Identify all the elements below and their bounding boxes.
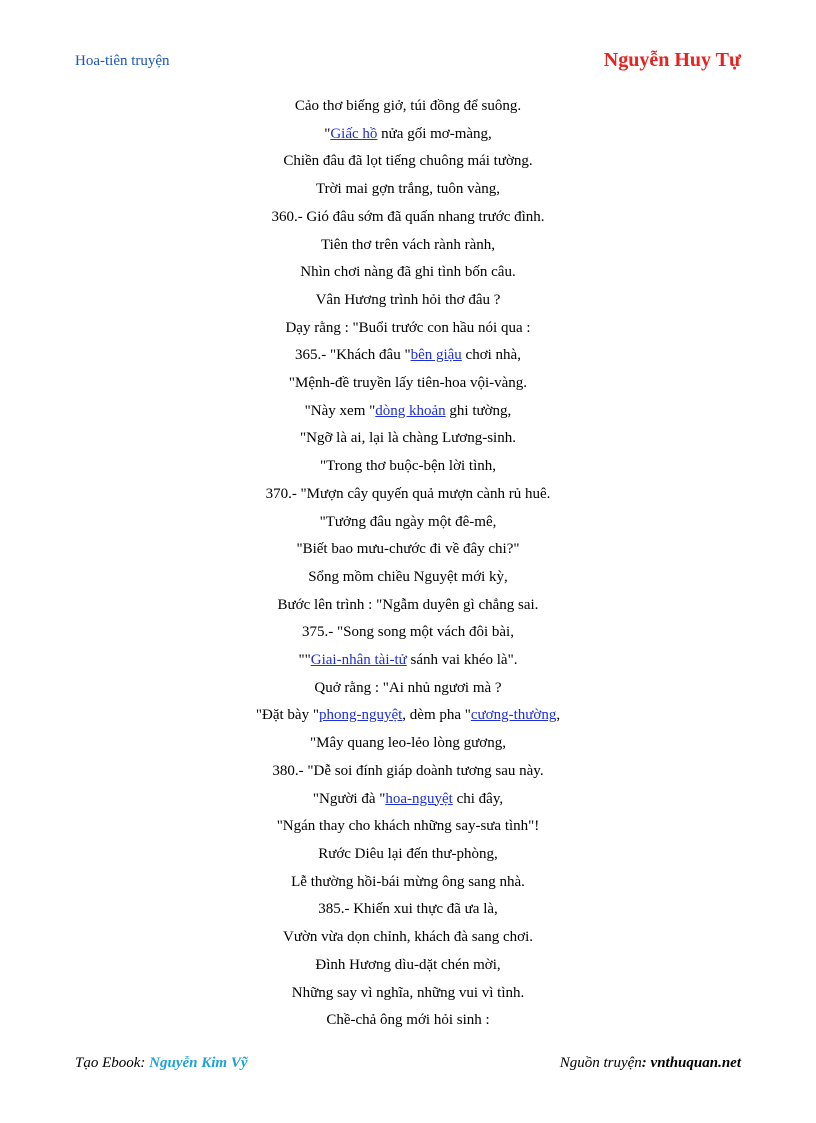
poem-text: 380.- "Dễ soi đính giáp doành tương sau này. [272, 762, 544, 779]
poem-body [0, 93, 816, 1035]
poem-line [0, 425, 816, 453]
poem-line [0, 148, 816, 176]
poem-line [0, 813, 816, 841]
poem-text: 365.- "Khách đâu " [295, 347, 411, 364]
poem-text: Cảo thơ biếng giở, túi đồng để suông. [294, 98, 522, 114]
annotation-link[interactable]: cương-thường [470, 707, 557, 724]
poem-line [0, 259, 816, 287]
poem-text: "Tưởng đâu ngày một đê-mê, [319, 513, 497, 530]
poem-line [0, 647, 816, 675]
poem-line [0, 481, 816, 509]
annotation-link[interactable]: hoa-nguyệt [385, 790, 453, 807]
poem-line [0, 509, 816, 537]
poem-text: "Mệnh-đề truyền lấy tiên-hoa vội-vàng. [288, 375, 528, 392]
source-credit-sep: : [641, 1055, 651, 1071]
poem-line [0, 315, 816, 343]
poem-line [0, 398, 816, 426]
poem-text: "Biết bao mưu-chước đi về đây chi?" [296, 541, 520, 558]
poem-line [0, 619, 816, 647]
poem-line [0, 758, 816, 786]
poem-text: "Này xem " [304, 402, 376, 419]
source-credit-site: vnthuquan.net [650, 1055, 741, 1071]
poem-text: "Người đà " [312, 790, 386, 807]
poem-text: chi đây, [452, 790, 504, 807]
poem-text: Nhìn chơi nàng đã ghi tình bốn câu. [300, 264, 516, 281]
poem-line [0, 952, 816, 980]
poem-text: Vân Hương trình hỏi thơ đâu ? [315, 291, 501, 308]
poem-text: Dạy rằng : "Buổi trước con hầu nói qua : [285, 319, 531, 336]
poem-line [0, 121, 816, 149]
poem-line [0, 786, 816, 814]
poem-text: Bước lên trình : "Ngẫm duyên gì chẳng sai. [277, 596, 539, 613]
poem-text: Chề-chả ông mới hỏi sinh : [326, 1012, 490, 1029]
poem-text: Quở rằng : "Ai nhủ ngươi mà ? [314, 679, 502, 696]
poem-text: Lễ thường hồi-bái mừng ông sang nhà. [291, 873, 525, 890]
poem-text: Vườn vừa dọn chỉnh, khách đà sang chơi. [283, 929, 533, 946]
poem-text: Chiền đâu đã lọt tiếng chuông mái tường. [283, 153, 533, 170]
poem-line [0, 869, 816, 897]
poem-text: Trời mai gợn trắng, tuôn vàng, [315, 181, 501, 198]
poem-text: nửa gối mơ-màng, [377, 125, 492, 142]
poem-text: chơi nhà, [461, 347, 521, 364]
poem-line [0, 592, 816, 620]
poem-text: sánh vai khéo là". [406, 652, 518, 669]
annotation-link[interactable]: dòng khoản [375, 402, 446, 419]
poem-line [0, 287, 816, 315]
poem-line [0, 924, 816, 952]
poem-text: "Trong thơ buộc-bện lời tình, [319, 458, 496, 475]
poem-text: "" [298, 652, 311, 669]
ebook-credit-name: Nguyễn Kim Vỹ [149, 1055, 248, 1071]
ebook-credit-sep: : [140, 1055, 150, 1071]
poem-text: "Ngán thay cho khách những say-sưa tình"! [276, 818, 540, 835]
poem-line [0, 1007, 816, 1035]
poem-line [0, 536, 816, 564]
annotation-link[interactable]: Giai-nhân tài-tử [310, 652, 407, 669]
poem-line [0, 93, 816, 121]
poem-line [0, 841, 816, 869]
poem-text: 385.- Khiến xui thực đã ưa là, [318, 901, 498, 918]
source-credit [560, 1055, 741, 1072]
poem-line [0, 204, 816, 232]
poem-line [0, 453, 816, 481]
poem-text: Rước Diêu lại đến thư-phòng, [318, 845, 498, 862]
annotation-link[interactable]: phong-nguyệt [318, 707, 403, 724]
poem-text: Sổng mồm chiều Nguyệt mới kỳ, [308, 568, 508, 585]
author-name: Nguyễn Huy Tự [603, 49, 741, 71]
source-credit-label: Nguồn truyện [559, 1055, 642, 1071]
poem-text: 360.- Gió đâu sớm đã quấn nhang trước đình. [271, 208, 545, 225]
poem-text: Những say vì nghĩa, những vui vì tình. [291, 984, 525, 1001]
poem-text: "Đặt bày " [255, 707, 319, 724]
poem-text: " [324, 125, 331, 142]
poem-text: 370.- "Mượn cây quyến quả mượn cành rủ huê. [265, 485, 551, 502]
poem-text: 375.- "Song song một vách đôi bài, [302, 624, 514, 641]
book-title: Hoa-tiên truyện [75, 53, 170, 69]
ebook-credit [75, 1055, 248, 1072]
annotation-link[interactable]: Giấc hồ [330, 125, 378, 142]
poem-line [0, 370, 816, 398]
poem-line [0, 564, 816, 592]
poem-line [0, 896, 816, 924]
poem-line [0, 232, 816, 260]
poem-text: ghi tường, [445, 402, 512, 419]
poem-line [0, 730, 816, 758]
poem-text: , [556, 707, 561, 724]
poem-text: "Ngỡ là ai, lại là chàng Lương-sinh. [300, 430, 516, 447]
poem-text: Đình Hương dìu-dặt chén mời, [315, 956, 501, 973]
annotation-link[interactable]: bên giậu [410, 347, 462, 364]
poem-line [0, 675, 816, 703]
ebook-credit-label: Tạo Ebook [75, 1055, 141, 1071]
poem-line [0, 702, 816, 730]
poem-text: "Mây quang leo-lẻo lòng gương, [310, 735, 506, 752]
poem-text: , dèm pha " [402, 707, 471, 724]
poem-line [0, 176, 816, 204]
poem-text: Tiên thơ trên vách rành rành, [320, 236, 495, 253]
poem-line [0, 980, 816, 1008]
poem-line [0, 342, 816, 370]
